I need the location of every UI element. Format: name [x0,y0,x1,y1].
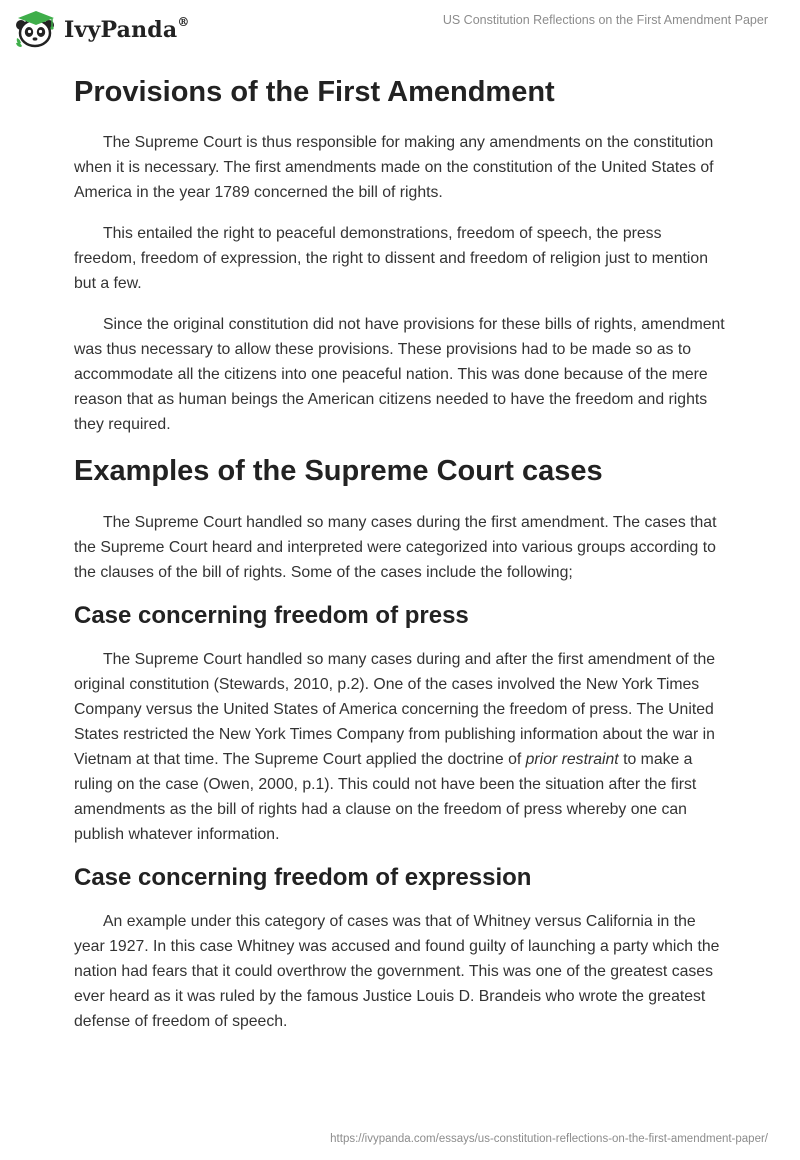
section-provisions [74,74,728,437]
paragraph [74,647,728,847]
paragraph-text: The Supreme Court handled so many cases during and after the first amendment of the original constitution (Stewards, 2010, p.2). One of the cases involved the New York Times Company versus the United States of America concerning the freedom of press. The United States restricted the New York Times Company from publishing information about the war in Vietnam at that time. The Supreme Court applied the doctrine of [74,650,716,768]
ivypanda-logo[interactable] [14,10,190,50]
paragraph: The Supreme Court handled so many cases during the first amendment. The cases that the Supreme Court heard and interpreted were categorized into various groups according to the clauses of the bill of rights. Some of the cases include the following; [74,513,717,581]
subsection-heading: Case concerning freedom of press [74,601,469,629]
source-url-link[interactable]: https://ivypanda.com/essays/us-constitution-reflections-on-the-first-amendment-paper/ [330,1133,768,1145]
section-freedom-of-press [74,601,728,847]
paragraph: This entailed the right to peaceful demonstrations, freedom of speech, the press freedom, freedom of expression, the right to dissent and freedom of religion just to mention but a few. [74,225,708,293]
section-freedom-of-expression [74,863,728,1034]
section-heading: Provisions of the First Amendment [74,76,555,108]
section-examples [74,453,728,584]
paragraph-text: to make a ruling on the case (Owen, 2000, p.1). This could not have been the situation after the first amendments as the bill of rights had a clause on the freedom of press whereby one can publish whatever information. [74,750,697,843]
page-header [0,0,800,60]
paragraph: The Supreme Court is thus responsible for making any amendments on the constitution when it is necessary. The first amendments made on the constitution of the United States of America in the year 1789 concerned the bill of rights. [74,134,714,202]
subsection-heading: Case concerning freedom of expression [74,863,532,891]
paragraph: An example under this category of cases was that of Whitney versus California in the year 1927. In this case Whitney was accused and found guilty of launching a party which the nation had fears that it could overthrow the government. This was one of the greatest cases ever heard as it was ruled by the famous Justice Louis D. Brandeis who wrote the greatest defense of freedom of speech. [74,912,720,1030]
brand-name: IvyPanda® [64,15,190,43]
document-title: US Constitution Reflections on the First Amendment Paper [442,13,768,27]
essay-content [74,64,728,1050]
paragraph: Since the original constitution did not have provisions for these bills of rights, amendment was thus necessary to allow these provisions. These provisions had to be made so as to accommodate all the citizens into one peaceful nation. This was done because of the mere reason that as human beings the American citizens needed to have the freedom and rights they required. [74,316,725,434]
section-heading: Examples of the Supreme Court cases [74,455,603,488]
emphasized-term: prior restraint [525,750,619,768]
registered-mark: ® [177,15,190,29]
panda-graduate-icon [14,10,58,50]
